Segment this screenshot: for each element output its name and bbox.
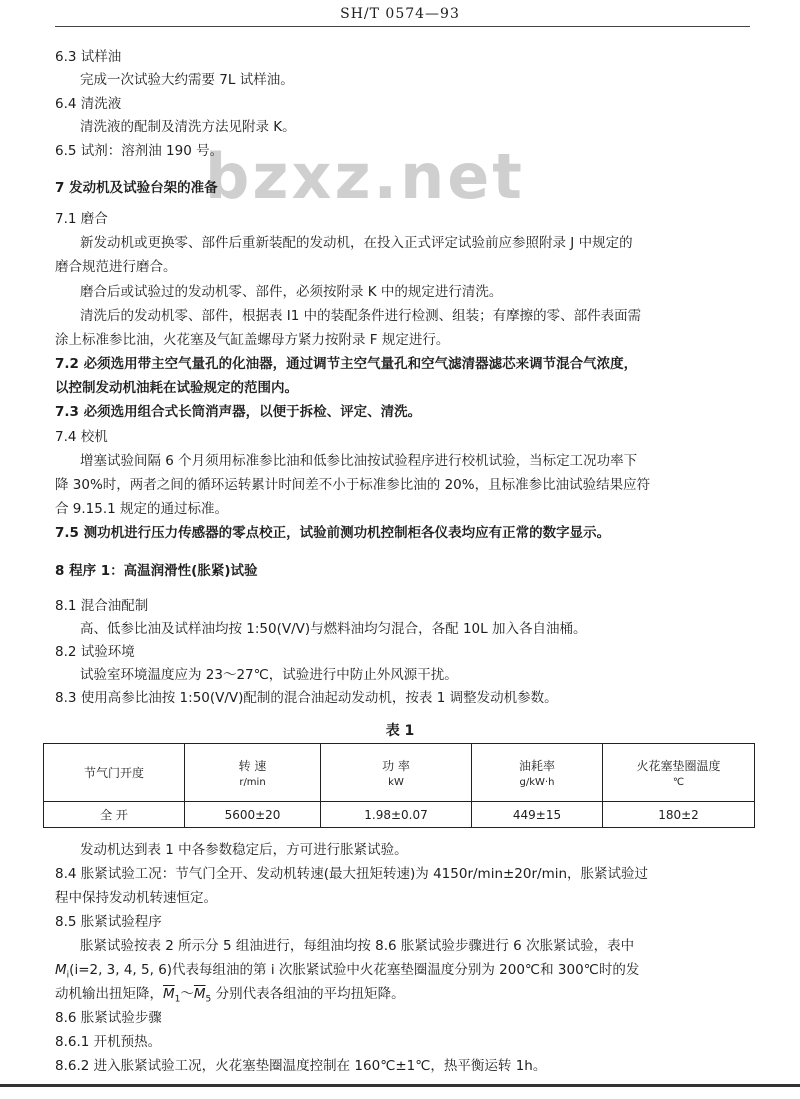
table-cell: 449±15 (472, 802, 603, 828)
body-text: $M_i(i=2$, 3, 4, 5, 6)代表每组油的第 i 次胀紧试验中火花塞垫圈温度分别为 200℃和 300℃时的发 (55, 962, 640, 981)
torque-symbol: M (55, 962, 67, 978)
body-text: 合 9.15.1 规定的通过标准。 (55, 501, 229, 517)
body-text: 胀紧试验按表 2 所示分 5 组油进行，每组油均按 8.6 胀紧试验步骤进行 6 次胀紧试验，表中 (80, 938, 635, 954)
table-cell: 5600±20 (185, 802, 321, 828)
body-text: 磨合规范进行磨合。 (55, 259, 177, 275)
section-8-5-heading: 8.5 胀紧试验程序 (55, 914, 162, 930)
body-text: 磨合后或试验过的发动机零、部件，必须按附录 K 中的规定进行清洗。 (80, 284, 503, 300)
section-7-5-text: 7.5 测功机进行压力传感器的零点校正，试验前测功机控制柜各仪表均应有正常的数字显示。 (55, 525, 611, 541)
body-text: 以控制发动机油耗在试验规定的范围内。 (55, 380, 298, 396)
body-text: 完成一次试验大约需要 7L 试样油。 (80, 72, 294, 88)
table-caption: 表 1 (385, 723, 415, 739)
table-row (44, 802, 755, 828)
body-text: 高、低参比油及试样油均按 1:50(V/V)与燃料油均匀混合，各配 10L 加入各自油桶。 (80, 621, 587, 637)
header-cell: 节气门开度 (44, 744, 185, 802)
section-7-1-heading: 7.1 磨合 (55, 211, 108, 227)
body-text: 清洗液的配制及清洗方法见附录 K。 (80, 119, 296, 135)
section-7-3-text: 7.3 必须选用组合式长筒消声器，以便于拆检、评定、清洗。 (55, 404, 422, 420)
watermark: bzxz.net (205, 140, 525, 213)
body-text: 增塞试验间隔 6 个月须用标准参比油和低参比油按试验程序进行校机试验，当标定工况功率下 (80, 453, 638, 469)
section-7-2-text: 7.2 必须选用带主空气量孔的化油器，通过调节主空气量孔和空气滤清器滤芯来调节混合气浓度， (55, 356, 638, 372)
section-8-6-1-text: 8.6.1 开机预热。 (55, 1034, 162, 1050)
body-text: 涂上标准参比油，火花塞及气缸盖螺母方紧力按附录 F 规定进行。 (55, 332, 450, 348)
header-divider (55, 26, 750, 27)
table-cell: 180±2 (603, 802, 755, 828)
avg-torque-symbol: $\overline{M}$ (193, 986, 206, 1002)
section-6-4-heading: 6.4 清洗液 (55, 96, 122, 112)
body-text: 程中保持发动机转速恒定。 (55, 890, 217, 906)
section-8-3-text: 8.3 使用高参比油按 1:50(V/V)配制的混合油起动发动机，按表 1 调整发动机参数。 (55, 690, 558, 706)
section-8-6-2-text: 8.6.2 进入胀紧试验工况，火花塞垫圈温度控制在 160℃±1℃，热平衡运转 1h。 (55, 1058, 547, 1074)
section-8-heading: 8 程序 1：高温润滑性(胀紧)试验 (55, 563, 258, 579)
section-7-4-heading: 7.4 校机 (55, 429, 108, 445)
header-cell: 转 速 r/min (185, 744, 321, 802)
section-8-1-heading: 8.1 混合油配制 (55, 598, 149, 614)
body-text: 试验室环境温度应为 23～27℃，试验进行中防止外风源干扰。 (80, 667, 458, 683)
body-text: 降 30%时，两者之间的循环运转累计时间差不小于标准参比油的 20%，且标准参比油试验结果应符 (55, 477, 651, 493)
body-text: 新发动机或更换零、部件后重新装配的发动机，在投入正式评定试验前应参照附录 J 中规定的 (80, 235, 633, 251)
section-8-6-heading: 8.6 胀紧试验步骤 (55, 1010, 162, 1026)
section-6-5-text: 6.5 试剂：溶剂油 190 号。 (55, 143, 224, 159)
body-text: 清洗后的发动机零、部件，根据表 I1 中的装配条件进行检测、组装；有摩擦的零、部件表面需 (80, 308, 642, 324)
body-text: 动机输出扭矩降，$\overline{M}_1\sim\overline{M}_5$ 分别代表各组油的平均扭矩降。 (55, 986, 405, 1005)
table-header-row (44, 744, 755, 802)
avg-torque-symbol: $\overline{M}$ (163, 986, 175, 1002)
body-text: 发动机达到表 1 中各参数稳定后，方可进行胀紧试验。 (80, 842, 408, 858)
standard-code-header: SH/T 0574—93 (340, 6, 460, 22)
section-8-4-text: 8.4 胀紧试验工况：节气门全开、发动机转速(最大扭矩转速)为 4150r/min±20r/min，胀紧试验过 (55, 866, 649, 882)
section-8-2-heading: 8.2 试验环境 (55, 644, 135, 660)
section-6-3-heading: 6.3 试样油 (55, 49, 122, 65)
header-cell: 油耗率 g/kW·h (472, 744, 603, 802)
section-7-heading: 7 发动机及试验台架的准备 (55, 180, 218, 196)
engine-parameter-table (43, 743, 755, 828)
table-cell: 全 开 (44, 802, 185, 828)
table-cell: 1.98±0.07 (321, 802, 472, 828)
header-cell: 火花塞垫圈温度 ℃ (603, 744, 755, 802)
page-bottom-rule (0, 1084, 800, 1087)
header-cell: 功 率 kW (321, 744, 472, 802)
